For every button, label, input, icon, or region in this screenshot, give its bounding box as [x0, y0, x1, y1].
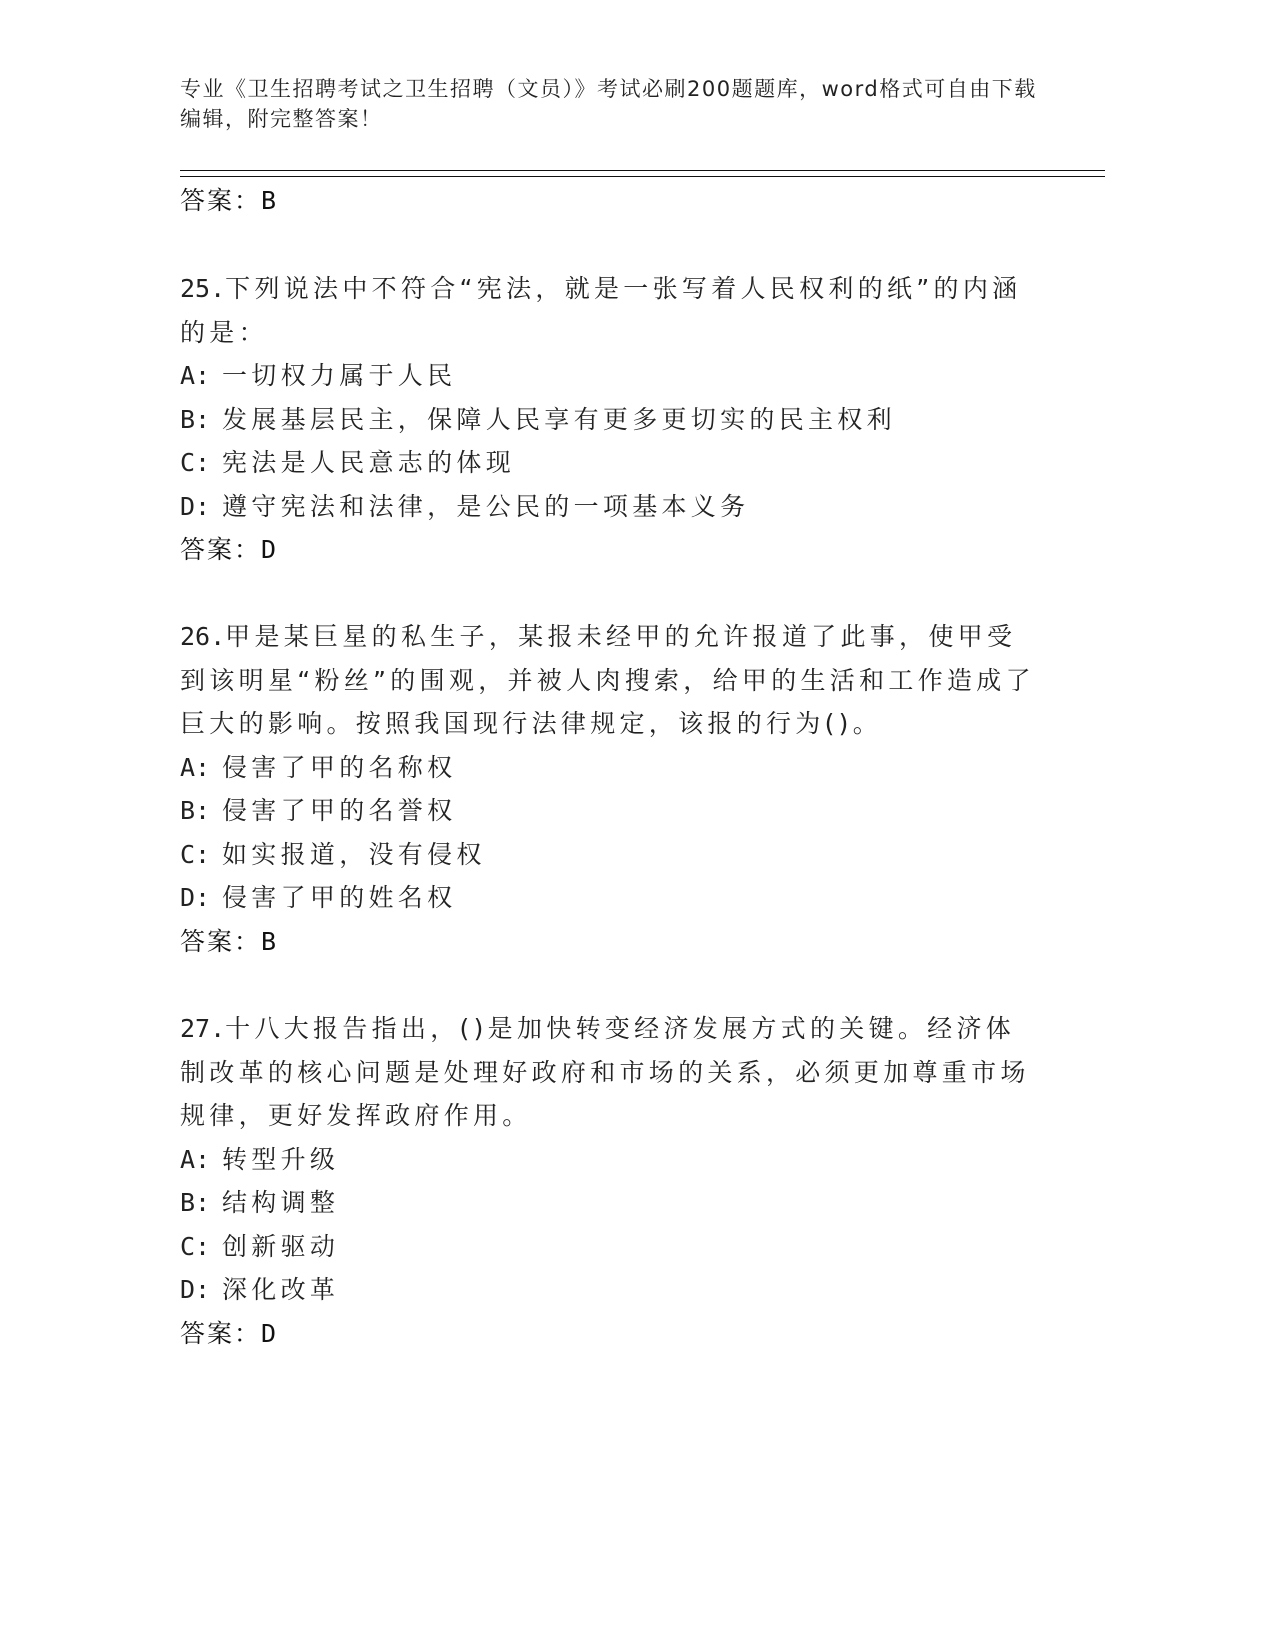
question-stem — [180, 1007, 1040, 1138]
option-text: 一切权力属于人民 — [222, 361, 457, 390]
option-text: 发展基层民主，保障人民享有更多更切实的民主权利 — [222, 404, 896, 434]
option-b — [180, 1181, 1040, 1225]
question-25 — [180, 267, 1040, 572]
option-text: 创新驱动 — [222, 1231, 340, 1261]
option-letter: B: — [180, 796, 211, 825]
answer-label: 答案： — [180, 535, 262, 564]
option-letter: C: — [180, 839, 211, 869]
option-text: 转型升级 — [222, 1144, 340, 1174]
question-text: 十八大报告指出，()是加快转变经济发展方式的关键。经济体制改革的核心问题是处理好政府和市场的关系，必须更加尊重市场规律，更好发挥政府作用。 — [180, 1014, 1030, 1130]
question-text: 下列说法中不符合“宪法，就是一张写着人民权利的纸”的内涵的是： — [180, 274, 1022, 347]
answer-value: B — [261, 186, 278, 215]
option-text: 宪法是人民意志的体现 — [222, 448, 516, 477]
option-d — [180, 1268, 1040, 1312]
previous-answer — [180, 186, 277, 216]
question-number: 25. — [180, 274, 226, 303]
option-letter: D: — [180, 883, 211, 912]
answer-label: 答案： — [180, 1318, 262, 1348]
document-header — [180, 74, 1040, 134]
option-text: 侵害了甲的名誉权 — [222, 796, 457, 825]
option-letter: A: — [180, 752, 211, 782]
option-text: 侵害了甲的名称权 — [222, 752, 457, 782]
option-letter: B: — [180, 404, 211, 434]
option-letter: A: — [180, 1144, 211, 1174]
header-text: 专业《卫生招聘考试之卫生招聘（文员）》考试必刷200题题库，word格式可自由下载编辑，附完整答案！ — [180, 77, 1037, 131]
answer-value: D — [261, 535, 278, 564]
header-double-rule — [180, 170, 1105, 177]
answer-label: 答案： — [180, 186, 262, 215]
question-stem — [180, 615, 1040, 746]
option-d — [180, 876, 1040, 920]
question-answer — [180, 1312, 1040, 1356]
question-answer — [180, 528, 1040, 572]
option-d — [180, 485, 1040, 529]
question-26 — [180, 615, 1040, 963]
option-text: 如实报道，没有侵权 — [222, 839, 486, 869]
answer-label: 答案： — [180, 926, 262, 956]
option-c — [180, 1225, 1040, 1269]
option-text: 遵守宪法和法律，是公民的一项基本义务 — [222, 491, 750, 521]
option-letter: A: — [180, 361, 211, 390]
option-c — [180, 833, 1040, 877]
question-number: 27. — [180, 1014, 226, 1043]
option-text: 结构调整 — [222, 1188, 340, 1217]
question-answer — [180, 920, 1040, 964]
question-text: 甲是某巨星的私生子，某报未经甲的允许报道了此事，使甲受到该明星“粉丝”的围观，并被人肉搜索，给甲的生活和工作造成了巨大的影响。按照我国现行法律规定，该报的行为()。 — [180, 622, 1035, 738]
answer-value: D — [261, 1318, 278, 1348]
option-letter: D: — [180, 1275, 211, 1304]
question-number: 26. — [180, 622, 226, 651]
option-letter: C: — [180, 448, 211, 477]
option-letter: B: — [180, 1188, 211, 1217]
option-a — [180, 746, 1040, 790]
option-letter: D: — [180, 491, 211, 521]
option-a — [180, 354, 1040, 398]
option-text: 深化改革 — [222, 1275, 340, 1304]
option-b — [180, 789, 1040, 833]
option-a — [180, 1138, 1040, 1182]
question-stem — [180, 267, 1040, 354]
answer-value: B — [261, 926, 278, 956]
option-text: 侵害了甲的姓名权 — [222, 883, 457, 912]
option-b — [180, 398, 1040, 442]
question-27 — [180, 1007, 1040, 1355]
option-c — [180, 441, 1040, 485]
option-letter: C: — [180, 1231, 211, 1261]
